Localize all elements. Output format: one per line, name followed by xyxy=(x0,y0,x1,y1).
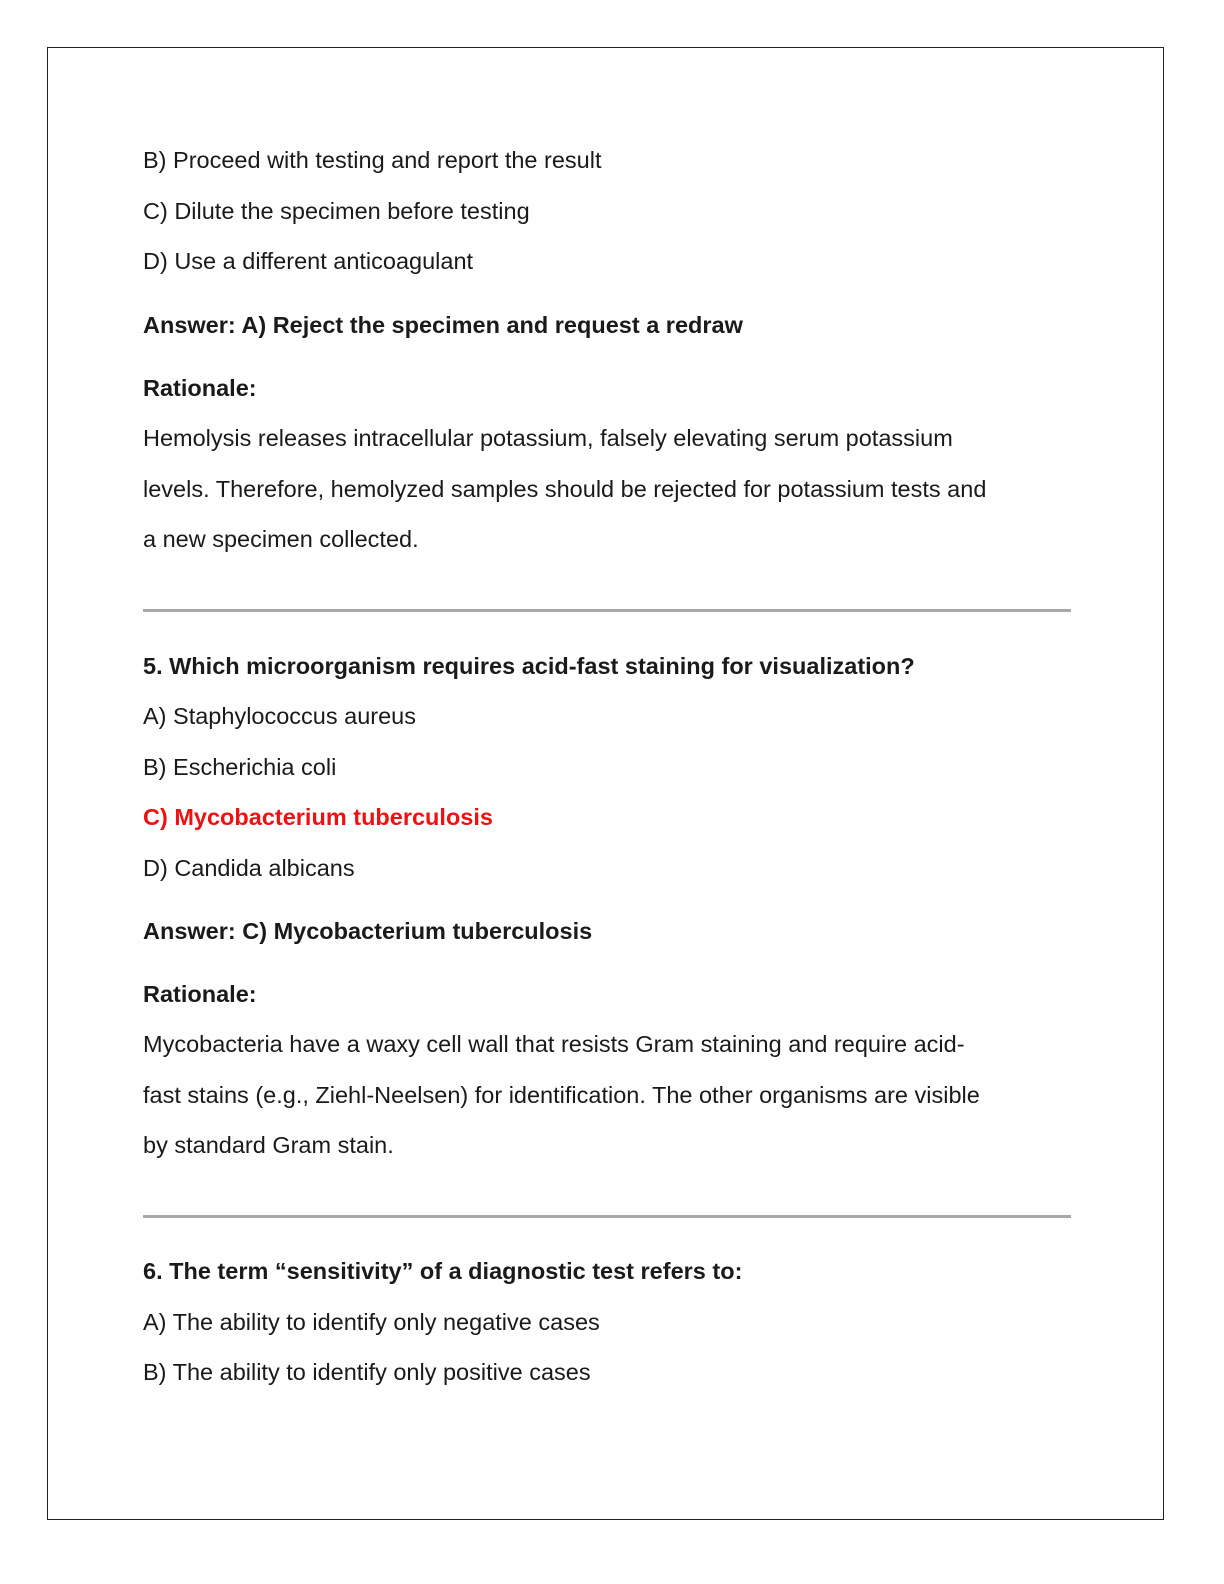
q5-option-c-correct: C) Mycobacterium tuberculosis xyxy=(143,804,493,830)
section-divider xyxy=(143,1215,1071,1218)
q5-option-b: B) Escherichia coli xyxy=(143,754,337,780)
section-divider xyxy=(143,609,1071,612)
q6-question: 6. The term “sensitivity” of a diagnostic test refers to: xyxy=(143,1258,743,1284)
q5-rationale-line-3: by standard Gram stain. xyxy=(143,1132,394,1158)
q5-question: 5. Which microorganism requires acid-fast staining for visualization? xyxy=(143,653,915,679)
q4-rationale-line-2: levels. Therefore, hemolyzed samples should be rejected for potassium tests and xyxy=(143,476,987,502)
q6-option-b: B) The ability to identify only positive cases xyxy=(143,1359,591,1385)
q4-option-d: D) Use a different anticoagulant xyxy=(143,248,474,274)
q4-option-c: C) Dilute the specimen before testing xyxy=(143,198,530,224)
q6-option-a: A) The ability to identify only negative cases xyxy=(143,1309,600,1335)
q5-rationale-label: Rationale: xyxy=(143,981,257,1007)
q4-rationale-label: Rationale: xyxy=(143,375,257,401)
q5-rationale-line-1: Mycobacteria have a waxy cell wall that resists Gram staining and require acid- xyxy=(143,1031,965,1057)
q5-option-a: A) Staphylococcus aureus xyxy=(143,703,417,729)
q5-rationale-line-2: fast stains (e.g., Ziehl-Neelsen) for identification. The other organisms are visible xyxy=(143,1082,980,1108)
q5-option-d: D) Candida albicans xyxy=(143,855,355,881)
q4-rationale-line-3: a new specimen collected. xyxy=(143,526,419,552)
q4-answer: Answer: A) Reject the specimen and request a redraw xyxy=(143,312,743,338)
q4-option-b: B) Proceed with testing and report the result xyxy=(143,147,602,173)
q4-rationale-line-1: Hemolysis releases intracellular potassium, falsely elevating serum potassium xyxy=(143,425,953,451)
q5-answer: Answer: C) Mycobacterium tuberculosis xyxy=(143,918,593,944)
